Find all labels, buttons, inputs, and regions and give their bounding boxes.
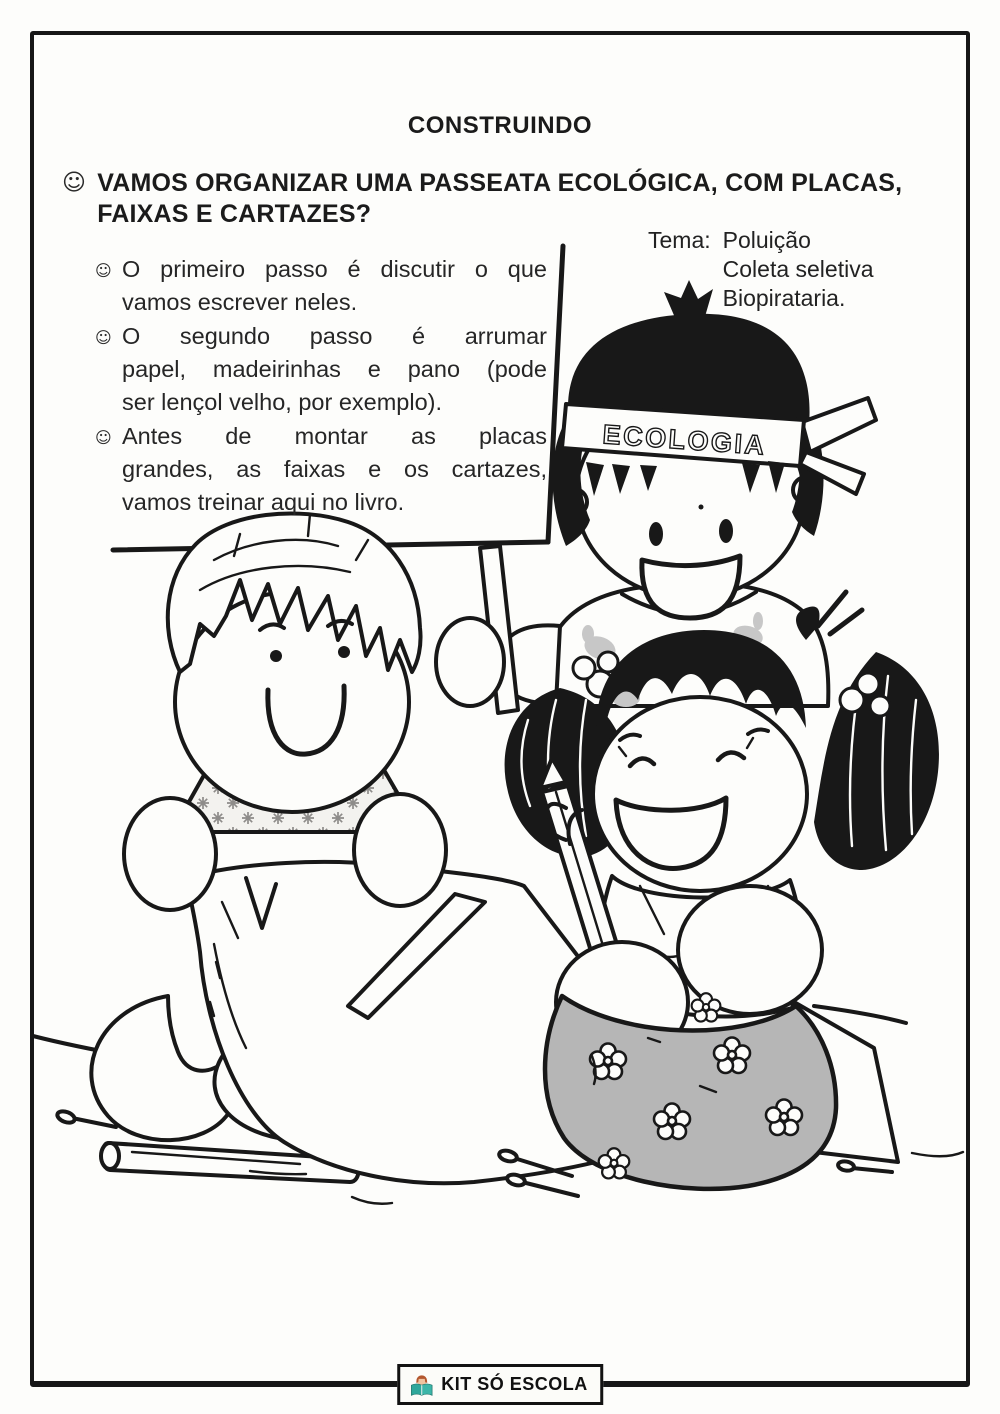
- tema-label: Tema:: [648, 227, 711, 253]
- smiley-icon: ☺: [95, 328, 112, 347]
- headband-tail: [802, 398, 876, 452]
- tema-item: Poluição: [722, 227, 811, 253]
- page-title: CONSTRUINDO: [407, 112, 593, 139]
- arm: [678, 886, 822, 1014]
- tema-items: [723, 226, 874, 313]
- step-text: O primeiro passo é discutir o que vamos escrever neles.: [122, 256, 547, 315]
- smiley-icon: ☺: [62, 170, 87, 196]
- step-item: [95, 253, 547, 319]
- reading-child-icon: [408, 1371, 435, 1398]
- tema-item: Biopirataria.: [722, 285, 846, 311]
- tema-block: [648, 226, 874, 313]
- step-item: [95, 320, 547, 419]
- hand: [124, 798, 216, 910]
- smiley-icon: ☺: [95, 261, 112, 280]
- step-item: [95, 420, 547, 519]
- mouth: [642, 556, 740, 618]
- question-text: VAMOS ORGANIZAR UMA PASSEATA ECOLÓGICA, COM PLACAS, FAIXAS E CARTAZES?: [97, 169, 903, 228]
- brand-logo: [397, 1364, 603, 1405]
- headband-text: ECOLOGIA: [601, 419, 768, 461]
- question-heading: [62, 168, 930, 230]
- step-text: O segundo passo é arrumar papel, madeirinhas e pano (pode ser lençol velho, por exemplo).: [122, 323, 547, 415]
- hand: [436, 618, 504, 706]
- tema-item: Coleta seletiva: [722, 256, 874, 282]
- floral-skirt: [545, 996, 836, 1189]
- smiley-icon: ☺: [95, 428, 112, 447]
- brand-name: KIT SÓ ESCOLA: [441, 1374, 588, 1394]
- hand: [354, 794, 446, 906]
- sign-steps-list: [95, 253, 547, 520]
- sign-pole: [436, 546, 518, 713]
- step-text: Antes de montar as placas grandes, as faixas e os cartazes, vamos treinar aqui no livro.: [122, 423, 547, 515]
